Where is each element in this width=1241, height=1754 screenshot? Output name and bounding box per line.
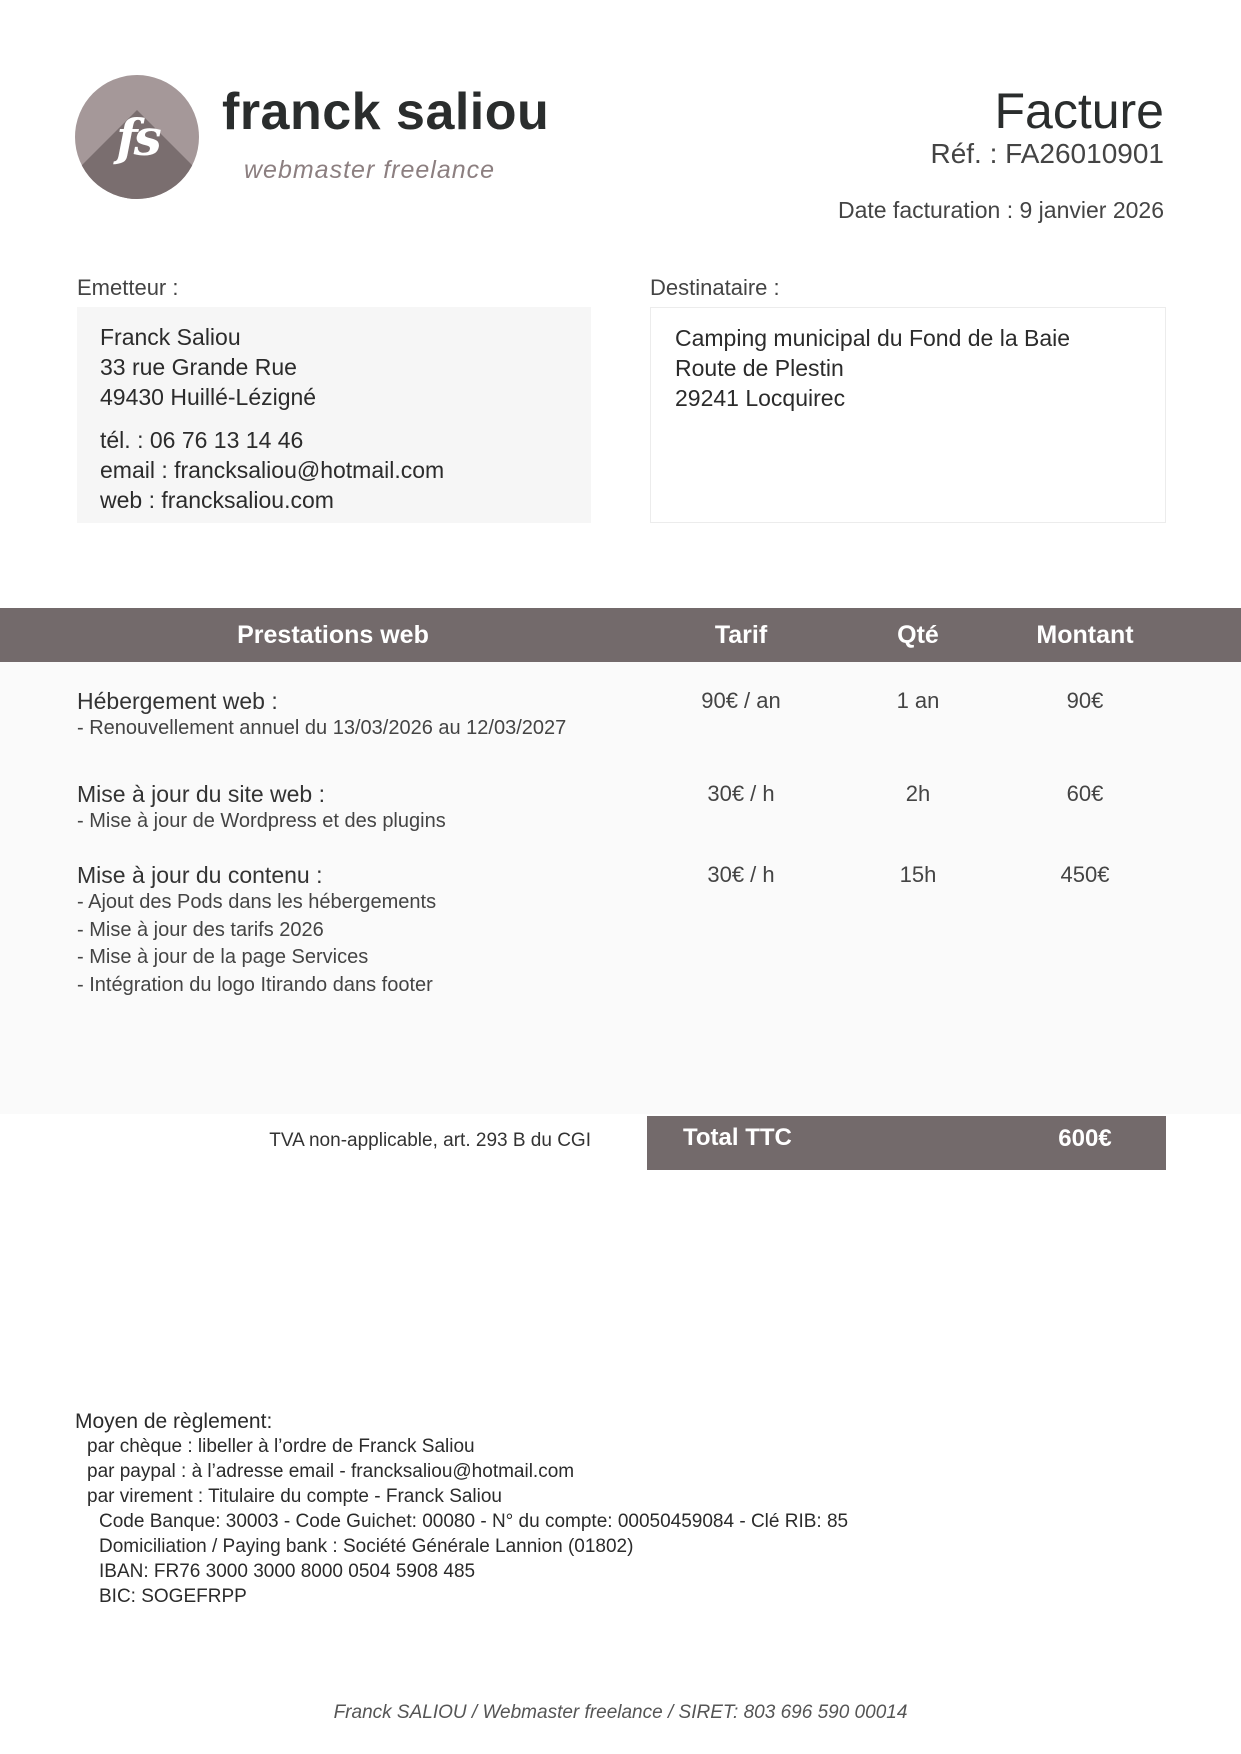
sender-email: email : francksaliou@hotmail.com — [100, 457, 445, 483]
total-label: Total TTC — [683, 1124, 792, 1151]
sender-website: web : francksaliou.com — [100, 487, 334, 513]
sender-label: Emetteur : — [77, 275, 179, 300]
recipient-city: 29241 Locquirec — [675, 385, 846, 411]
row-title: Mise à jour du site web : — [77, 781, 326, 807]
recipient-name: Camping municipal du Fond de la Baie — [675, 325, 1071, 351]
recipient-street: Route de Plestin — [675, 355, 844, 381]
bank-domiciliation: Domiciliation / Paying bank : Société Générale Lannion (01802) — [99, 1536, 634, 1557]
row-detail: - Mise à jour des tarifs 2026 — [77, 918, 324, 941]
payment-method-transfer: par virement : Titulaire du compte - Franck Saliou — [87, 1486, 503, 1507]
row-amount: 60€ — [1066, 781, 1104, 806]
row-rate: 30€ / h — [707, 862, 775, 887]
recipient-label: Destinataire : — [650, 275, 780, 300]
footer-text: Franck SALIOU / Webmaster freelance / SIRET: 803 696 590 00014 — [333, 1702, 908, 1723]
total-box — [647, 1116, 1166, 1170]
payment-title: Moyen de règlement: — [75, 1410, 273, 1433]
invoice-reference: Réf. : FA26010901 — [930, 138, 1164, 169]
row-detail: - Ajout des Pods dans les hébergements — [77, 891, 437, 913]
bank-iban: IBAN: FR76 3000 3000 8000 0504 5908 485 — [99, 1561, 476, 1582]
row-rate: 30€ / h — [707, 781, 775, 806]
row-detail: - Mise à jour de Wordpress et des plugins — [77, 810, 446, 832]
bank-bic: BIC: SOGEFRPP — [99, 1586, 247, 1607]
row-amount: 450€ — [1060, 862, 1110, 887]
sender-city: 49430 Huillé-Lézigné — [100, 384, 317, 410]
sender-box — [77, 307, 591, 523]
logo-monogram: fs — [116, 107, 158, 167]
column-header-qty: Qté — [897, 621, 939, 649]
row-qty: 2h — [905, 781, 931, 806]
row-detail: - Mise à jour de la page Services — [77, 946, 369, 968]
row-rate: 90€ / an — [701, 688, 781, 713]
row-detail: - Intégration du logo Itirando dans footer — [77, 973, 433, 996]
table-row — [77, 781, 446, 836]
services-table-body — [0, 662, 1241, 1114]
row-qty: 15h — [899, 862, 937, 887]
payment-method-cheque: par chèque : libeller à l’ordre de Franck Saliou — [87, 1436, 475, 1457]
row-detail: - Renouvellement annuel du 13/03/2026 au 12/03/2027 — [77, 717, 567, 739]
payment-method-paypal: par paypal : à l’adresse email - francksaliou@hotmail.com — [87, 1461, 575, 1482]
total-value: 600€ — [1058, 1125, 1112, 1152]
column-header-amount: Montant — [1036, 621, 1134, 649]
logo — [75, 75, 199, 199]
recipient-box — [650, 307, 1166, 523]
brand-tagline: webmaster freelance — [244, 156, 496, 184]
document-title: Facture — [994, 83, 1164, 139]
table-row — [77, 862, 436, 999]
vat-note: TVA non-applicable, art. 293 B du CGI — [269, 1130, 591, 1151]
billing-date: Date facturation : 9 janvier 2026 — [837, 197, 1164, 223]
table-row — [77, 688, 566, 743]
row-title: Mise à jour du contenu : — [77, 862, 323, 888]
row-qty: 1 an — [896, 688, 940, 713]
column-header-rate: Tarif — [714, 621, 768, 649]
brand-name: franck saliou — [222, 83, 550, 141]
sender-name: Franck Saliou — [100, 324, 241, 350]
sender-street: 33 rue Grande Rue — [100, 354, 297, 380]
services-table-header — [0, 608, 1241, 662]
row-amount: 90€ — [1066, 688, 1104, 713]
sender-phone: tél. : 06 76 13 14 46 — [100, 427, 304, 453]
row-title: Hébergement web : — [77, 688, 278, 714]
bank-codes: Code Banque: 30003 - Code Guichet: 00080 - N° du compte: 00050459084 - Clé RIB: 85 — [99, 1511, 849, 1532]
column-header-services: Prestations web — [237, 621, 429, 649]
